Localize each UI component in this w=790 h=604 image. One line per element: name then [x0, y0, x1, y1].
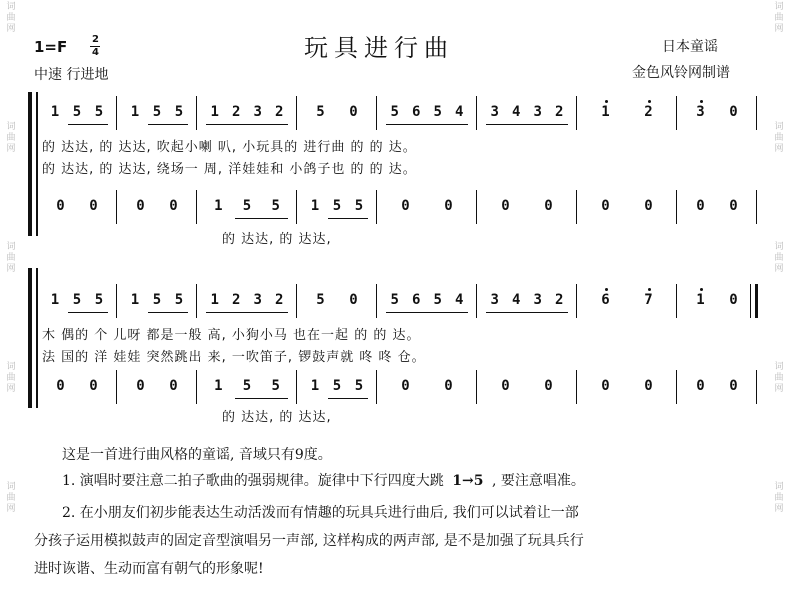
- system1-upper-note: 6: [412, 104, 421, 120]
- system-bracket: [28, 268, 32, 408]
- note-paragraph-2: [62, 470, 585, 490]
- system1-lower-note: 0: [501, 198, 510, 214]
- system1-lower-lyrics: 的 达达, 的 达达,: [222, 232, 332, 247]
- system1-lower-note: 0: [56, 198, 65, 214]
- system2-upper-note: 0: [349, 292, 358, 308]
- bar-line: [476, 284, 477, 318]
- system1-lyrics-verse1: 的 达达, 的 达达, 吹起小喇 叭, 小玩具的 进行曲 的 的 达。: [42, 140, 417, 155]
- system1-upper-note: 5: [174, 104, 184, 120]
- system1-upper-note: 5: [433, 104, 442, 120]
- watermark-left-1: 词曲网: [6, 2, 16, 34]
- song-origin: 日本童谣: [662, 39, 718, 55]
- system2-upper-note: 1: [130, 292, 140, 308]
- system1-lower-note: 0: [136, 198, 145, 214]
- bar-line: [756, 370, 757, 404]
- bar-line: [196, 284, 197, 318]
- bar-line: [116, 284, 117, 318]
- bar-line: [576, 96, 577, 130]
- note-paragraph-3-line-1: 2. 在小朋友们初步能表达生动活泼而有情趣的玩具兵进行曲后, 我们可以试着让一部: [62, 505, 579, 521]
- interval-jump: 1→5: [452, 473, 484, 489]
- system1-lower-note: 5: [242, 198, 252, 214]
- eighth-beam: [68, 312, 108, 313]
- system2-lower-note: 5: [332, 378, 342, 394]
- note-paragraph-3-line-2: 分孩子运用模拟鼓声的固定音型演唱另一声部, 这样构成的两声部, 是不是加强了玩具兵行: [34, 533, 584, 549]
- watermark-left-2: 词曲网: [6, 122, 16, 154]
- system1-upper-note: 2: [644, 104, 653, 120]
- system1-lyrics-verse2: 的 达达, 的 达达, 绕场一 周, 洋娃娃和 小鸽子也 的 的 达。: [42, 162, 417, 177]
- bar-line: [476, 190, 477, 224]
- watermark-left-5: 词曲网: [6, 482, 16, 514]
- bar-line: [196, 370, 197, 404]
- system1-upper-note: 3: [253, 104, 262, 120]
- system2-upper-note: 4: [512, 292, 521, 308]
- octave-dot: [605, 288, 608, 291]
- watermark-right-3: 词曲网: [774, 242, 784, 274]
- bar-line: [296, 370, 297, 404]
- page-title: 玩具进行曲: [304, 34, 454, 62]
- system1-upper-note: 1: [601, 104, 610, 120]
- system1-lower-note: 0: [401, 198, 410, 214]
- system2-upper-note: 2: [232, 292, 241, 308]
- system2-upper-note: 3: [533, 292, 542, 308]
- note-paragraph-3-line-3: 进时诙谐、生动而富有朝气的形象呢!: [34, 561, 264, 577]
- bar-line: [116, 190, 117, 224]
- system2-lower-note: 5: [354, 378, 364, 394]
- system1-upper-note: 4: [512, 104, 521, 120]
- system2-lower-note: 1: [214, 378, 223, 394]
- bar-line: [676, 96, 677, 130]
- bar-line: [376, 370, 377, 404]
- system1-upper-note: 5: [94, 104, 104, 120]
- system2-upper-note: 6: [412, 292, 421, 308]
- system2-lower-note: 0: [644, 378, 653, 394]
- score-credit: 金色风铃网制谱: [632, 65, 730, 81]
- system2-upper-note: 6: [601, 292, 610, 308]
- octave-dot: [605, 100, 608, 103]
- system2-upper-note: 1: [210, 292, 219, 308]
- bar-line: [376, 190, 377, 224]
- eighth-beam: [235, 398, 288, 399]
- system2-lower-note: 0: [501, 378, 510, 394]
- system2-upper-note: 1: [50, 292, 60, 308]
- final-bar-line: [755, 284, 758, 318]
- system1-lower-note: 0: [729, 198, 738, 214]
- system1-upper-note: 5: [390, 104, 399, 120]
- bar-line: [476, 370, 477, 404]
- eighth-beam: [235, 218, 288, 219]
- time-signature-top: 2: [92, 34, 99, 45]
- system1-lower-note: 0: [444, 198, 453, 214]
- system1-lower-note: 0: [696, 198, 705, 214]
- watermark-left-3: 词曲网: [6, 242, 16, 274]
- bar-line: [376, 96, 377, 130]
- eighth-beam: [148, 312, 188, 313]
- bar-line: [576, 284, 577, 318]
- bar-line: [296, 284, 297, 318]
- system2-lyrics-verse2: 法 国的 洋 娃娃 突然跳出 来, 一吹笛子, 锣鼓声就 咚 咚 仓。: [42, 350, 426, 365]
- bar-line: [756, 190, 757, 224]
- system2-lower-note: 0: [444, 378, 453, 394]
- system1-upper-note: 3: [490, 104, 499, 120]
- watermark-left-4: 词曲网: [6, 362, 16, 394]
- eighth-beam: [328, 218, 368, 219]
- eighth-beam: [386, 124, 468, 125]
- watermark-right-1: 词曲网: [774, 2, 784, 34]
- system1-upper-note: 2: [232, 104, 241, 120]
- system2-upper-note: 5: [316, 292, 325, 308]
- bar-line: [756, 96, 757, 130]
- system2-lower-note: 5: [242, 378, 252, 394]
- note-paragraph-1: 这是一首进行曲风格的童谣, 音域只有9度。: [62, 447, 332, 463]
- system2-lower-note: 0: [696, 378, 705, 394]
- note-paragraph-2-end: , 要注意唱准。: [491, 473, 585, 489]
- system2-upper-note: 5: [390, 292, 399, 308]
- system1-lower-note: 1: [310, 198, 320, 214]
- eighth-beam: [206, 124, 288, 125]
- system2-upper-note: 2: [275, 292, 284, 308]
- system1-upper-note: 5: [316, 104, 325, 120]
- system2-lower-note: 1: [310, 378, 320, 394]
- system1-lower-note: 1: [214, 198, 223, 214]
- system1-lower-note: 5: [332, 198, 342, 214]
- bar-line: [116, 370, 117, 404]
- bar-line: [296, 96, 297, 130]
- system1-upper-note: 0: [729, 104, 738, 120]
- system1-lower-note: 0: [601, 198, 610, 214]
- eighth-beam: [386, 312, 468, 313]
- system1-lower-note: 5: [354, 198, 364, 214]
- system2-lower-note: 0: [56, 378, 65, 394]
- system2-upper-note: 7: [644, 292, 653, 308]
- system2-lower-lyrics: 的 达达, 的 达达,: [222, 410, 332, 425]
- system2-lower-note: 5: [271, 378, 280, 394]
- system2-lower-note: 0: [169, 378, 178, 394]
- system1-lower-note: 0: [169, 198, 178, 214]
- system2-lyrics-verse1: 木 偶的 个 儿呀 都是一般 高, 小狗小马 也在一起 的 的 达。: [42, 328, 421, 343]
- eighth-beam: [68, 124, 108, 125]
- bar-line: [676, 190, 677, 224]
- octave-dot: [700, 288, 703, 291]
- final-bar-line: [750, 284, 751, 318]
- system1-upper-note: 1: [50, 104, 60, 120]
- system1-upper-note: 5: [152, 104, 162, 120]
- system2-upper-note: 5: [152, 292, 162, 308]
- system1-upper-note: 1: [130, 104, 140, 120]
- system2-upper-note: 1: [696, 292, 705, 308]
- system2-upper-note: 3: [490, 292, 499, 308]
- bar-line: [476, 96, 477, 130]
- system2-upper-note: 0: [729, 292, 738, 308]
- system2-lower-note: 0: [601, 378, 610, 394]
- bar-line: [196, 190, 197, 224]
- system2-lower-note: 0: [136, 378, 145, 394]
- system1-upper-note: 1: [210, 104, 219, 120]
- system1-upper-note: 2: [555, 104, 564, 120]
- bar-line: [576, 190, 577, 224]
- system2-lower-note: 0: [729, 378, 738, 394]
- system-bracket: [28, 92, 32, 236]
- system2-lower-note: 0: [89, 378, 98, 394]
- system1-upper-note: 3: [533, 104, 542, 120]
- system1-upper-note: 2: [275, 104, 284, 120]
- note-paragraph-2-start: 1. 演唱时要注意二拍子歌曲的强弱规律。旋律中下行四度大跳: [62, 473, 444, 489]
- watermark-right-2: 词曲网: [774, 122, 784, 154]
- octave-dot: [648, 288, 651, 291]
- system1-upper-note: 5: [72, 104, 82, 120]
- system2-upper-note: 5: [72, 292, 82, 308]
- bar-line: [296, 190, 297, 224]
- system-start-bar: [36, 268, 38, 408]
- watermark-right-4: 词曲网: [774, 362, 784, 394]
- system1-lower-note: 0: [644, 198, 653, 214]
- key-signature: 1=F: [34, 38, 68, 56]
- system2-upper-note: 5: [94, 292, 104, 308]
- system2-upper-note: 5: [174, 292, 184, 308]
- system2-lower-note: 0: [544, 378, 553, 394]
- eighth-beam: [206, 312, 288, 313]
- system1-lower-note: 0: [89, 198, 98, 214]
- bar-line: [116, 96, 117, 130]
- tempo-marking: 中速 行进地: [34, 67, 109, 83]
- bar-line: [576, 370, 577, 404]
- eighth-beam: [486, 312, 568, 313]
- system2-upper-note: 5: [433, 292, 442, 308]
- system2-lower-note: 0: [401, 378, 410, 394]
- eighth-beam: [328, 398, 368, 399]
- system-start-bar: [36, 92, 38, 236]
- eighth-beam: [486, 124, 568, 125]
- bar-line: [676, 284, 677, 318]
- system1-lower-note: 0: [544, 198, 553, 214]
- bar-line: [676, 370, 677, 404]
- system1-upper-note: 0: [349, 104, 358, 120]
- octave-dot: [648, 100, 651, 103]
- eighth-beam: [148, 124, 188, 125]
- system1-lower-note: 5: [271, 198, 280, 214]
- time-signature-bottom: 4: [92, 47, 99, 58]
- system1-upper-note: 4: [455, 104, 464, 120]
- system2-upper-note: 4: [455, 292, 464, 308]
- bar-line: [196, 96, 197, 130]
- system2-upper-note: 3: [253, 292, 262, 308]
- octave-dot: [700, 100, 703, 103]
- system1-upper-note: 3: [696, 104, 705, 120]
- system2-upper-note: 2: [555, 292, 564, 308]
- watermark-right-5: 词曲网: [774, 482, 784, 514]
- bar-line: [376, 284, 377, 318]
